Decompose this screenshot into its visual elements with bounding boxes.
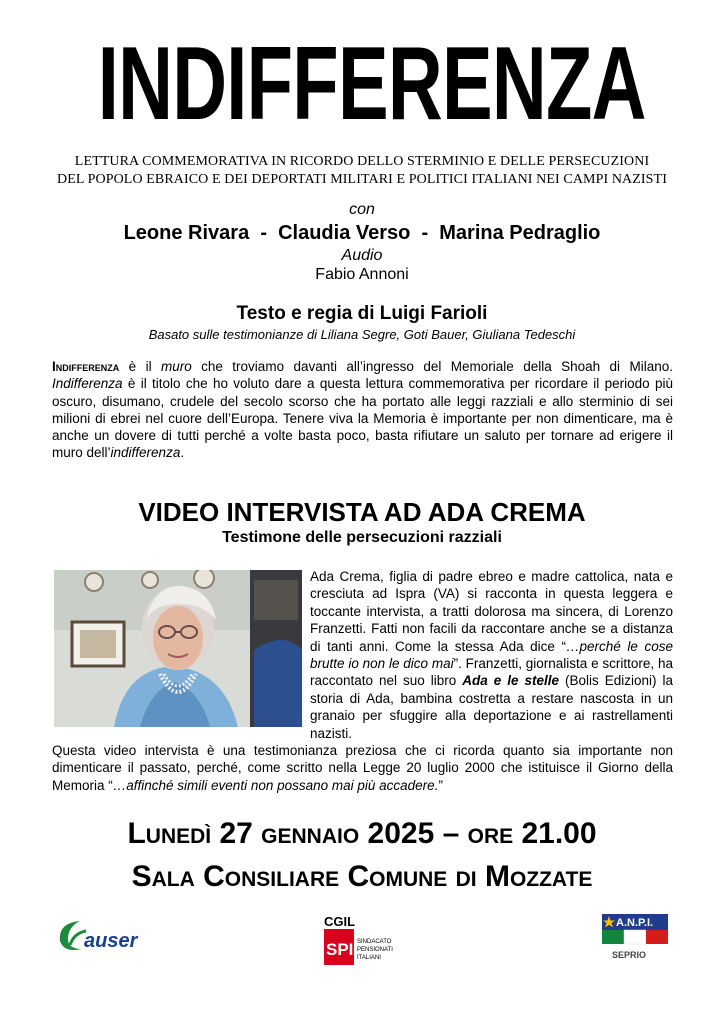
cgil-text: CGIL (324, 914, 356, 929)
based-on-credit: Basato sulle testimonianze di Liliana Segre, Goti Bauer, Giuliana Tedeschi (148, 327, 576, 342)
with-label: con (349, 201, 375, 218)
cast-names: Leone Rivara - Claudia Verso - Marina Pedraglio (123, 222, 601, 244)
story-text-3: (Bolis Edizioni) la storia di Ada, bambina costretta a restare nascosta in un granaio per sfuggire alla deportazione e ai rastrellamenti nazisti. (310, 673, 673, 741)
anpi-text: A.N.P.I. (616, 917, 654, 929)
intro-muro: muro (160, 359, 192, 374)
intro-paragraph (52, 358, 673, 462)
subtitle-line-1: LETTURA COMMEMORATIVA IN RICORDO DELLO STERMINIO E DELLE PERSECUZIONI (74, 154, 650, 169)
video-description (52, 568, 673, 794)
event-place: Sala Consiliare Comune di Mozzate (131, 860, 593, 893)
audio-name: Fabio Annoni (315, 266, 409, 283)
story-text-5: ” (438, 777, 443, 793)
intro-text-4: . (180, 445, 185, 461)
video-section-title: VIDEO INTERVISTA AD ADA CREMA (138, 497, 586, 527)
intro-indifferenza-end: indifferenza (110, 445, 181, 461)
video-section-subtitle: Testimone delle persecuzioni razziali (222, 529, 502, 546)
intro-lead-word: Indifferenza (52, 359, 120, 374)
spi-line-1: SINDACATO (357, 939, 392, 945)
intro-text-3: è il titolo che ho voluto dare a questa lettura commemorativa per ricordare il periodo più oscuro, disumano, crudele del secolo scorso che ha portato alle leggi razziali e allo sterminio di sei milioni di ebrei nel cuore dell’Europa. Tenere viva la Memoria è importante per non dimenticare, ma è anche un dovere di tutti perché a volte basta poco, basta rifiutare un saluto per tornare ad erigere il muro dell’ (52, 376, 673, 461)
intro-indifferenza-italic: Indifferenza (52, 376, 123, 392)
story-text-4: Questa video intervista è una testimonianza preziosa che ci ricorda quanto sia importante non dimenticare il passato, perché, come scritto nella Legge 20 luglio 2000 che istituisce il Giorno della Memoria “ (52, 743, 673, 793)
intro-text-2: che troviamo davanti all’ingresso del Memoriale della Shoah di Milano. (191, 359, 673, 374)
story-text-2: ”. Franzetti, giornalista e scrittore, ha raccontato nel suo libro (310, 656, 673, 689)
auser-logo (56, 915, 156, 955)
story-law-quote: …affinché simili eventi non possano mai più accadere. (112, 777, 439, 793)
intro-text-1: è il (119, 359, 161, 374)
photo-float-spacer (52, 568, 310, 732)
spi-line-2: PENSIONATI (357, 947, 393, 953)
spi-text: SPI (326, 940, 354, 959)
story-quote: …perché le cose brutte io non le dico mai (310, 638, 673, 672)
story-book-title: Ada e le stelle (462, 673, 560, 689)
story-text-1: Ada Crema, figlia di padre ebreo e madre cattolica, nata e cresciuta ad Ispra (VA) si racconta in questa leggera e toccante intervista, a tratti dolorosa ma sincera, di Lorenzo Franzetti. Fatti non facili da raccontare anche se a distanza di tanti anni. Come la stessa Ada dice “ (310, 569, 673, 654)
subtitle-line-2: DEL POPOLO EBRAICO E DEI DEPORTATI MILITARI E POLITICI ITALIANI NEI CAMPI NAZISTI (57, 172, 667, 187)
anpi-logo (600, 912, 670, 962)
poster-subtitle (20, 153, 704, 189)
event-date: Lunedì 27 gennaio 2025 – ore 21.00 (127, 817, 597, 850)
anpi-sub-text: SEPRIO (612, 950, 647, 960)
spi-line-3: ITALIANI (357, 955, 381, 961)
auser-logo-text: auser (84, 930, 138, 952)
audio-label: Audio (341, 247, 383, 264)
direction-credit: Testo e regia di Luigi Farioli (236, 303, 488, 324)
cgil-spi-logo (322, 913, 402, 969)
poster-title: INDIFFERENZA (97, 26, 646, 142)
